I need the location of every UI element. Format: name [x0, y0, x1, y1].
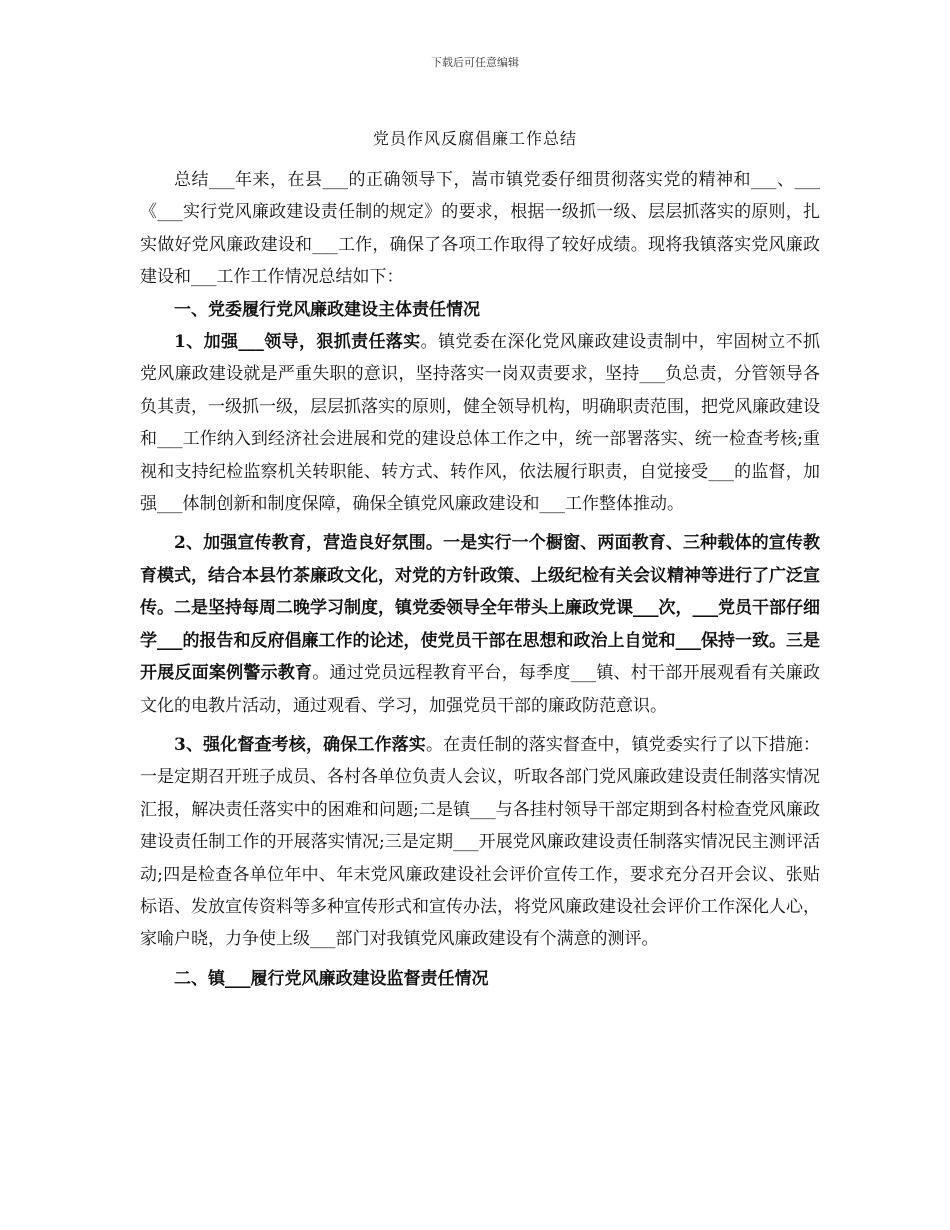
document-body: [140, 164, 820, 995]
section-heading-2: 二、镇___履行党风廉政建设监督责任情况: [174, 968, 489, 989]
paragraph-1: [140, 326, 820, 520]
paragraph-2-text: 。通过党员远程教育平台，每季度___镇、村干部开展观看有关廉政文化的电教片活动，通过观看、学习，加强党员干部的廉政防范意识。: [140, 663, 821, 716]
document-title: 党员作风反腐倡廉工作总结: [372, 129, 577, 148]
paragraph-3-lead: 3、强化督查考核，确保工作落实: [174, 734, 426, 755]
intro-paragraph: 总结___年来，在县___的正确领导下，嵩市镇党委仔细贯彻落实党的精神和___、___《___实行党风廉政建设责任制的规定》的要求，根据一级抓一级、层层抓落实的原则，扎实做好党风廉政建设和___工作，确保了各项工作取得了较好成绩。现将我镇落实党风廉政建设和___工作工作情况总结如下：: [140, 170, 820, 288]
section-heading-1: 一、党委履行党风廉政建设主体责任情况: [174, 299, 480, 320]
paragraph-2: [140, 527, 820, 721]
paragraph-3-text: 。在责任制的落实督查中，镇党委实行了以下措施：一是定期召开班子成员、各村各单位负责人会议，听取各部门党风廉政建设责任制落实情况汇报，解决责任落实中的困难和问题;二是镇___与各挂村领导干部定期到各村检查党风廉政建设责任制工作的开展落实情况;三是定期___开展党风廉政建设责任制落实情况民主测评活动;四是检查各单位年中、年末党风廉政建设社会评价宣传工作，要求充分召开会议、张贴标语、发放宣传资料等多种宣传形式和宣传办法，将党风廉政建设社会评价工作深化人心，家喻户晓，力争使上级___部门对我镇党风廉政建设有个满意的测评。: [140, 734, 821, 950]
paragraph-1-lead: 1、加强___领导，狠抓责任落实: [174, 332, 421, 353]
page-header: 下载后可任意编辑: [431, 56, 519, 69]
paragraph-1-text: 。镇党委在深化党风廉政建设责制中，牢固树立不抓党风廉政建设就是严重失职的意识，坚持落实一岗双责要求，坚持___负总责，分管领导各负其责，一级抓一级，层层抓落实的原则，健全领导机构，明确职责范围，把党风廉政建设和___工作纳入到经济社会进展和党的建设总体工作之中，统一部署落实、统一检查考核;重视和支持纪检监察机关转职能、转方式、转作风，依法履行职责，自觉接受___的监督，加强___体制创新和制度保障，确保全镇党风廉政建设和___工作整体推动。: [140, 332, 821, 515]
paragraph-2-lead: 2、加强宣传教育，营造良好氛围。一是实行一个橱窗、两面教育、三种载体的宣传教育模式，结合本县竹茶廉政文化，对党的方针政策、上级纪检有关会议精神等进行了广泛宣传。二是坚持每周二晚学习制度，镇党委领导全年带头上廉政党课___次，___党员干部仔细学___的报告和反府倡廉工作的论述，使党员干部在思想和政治上自觉和___保持一致。三是开展反面案例警示教育: [140, 533, 820, 684]
paragraph-3: [140, 729, 820, 956]
